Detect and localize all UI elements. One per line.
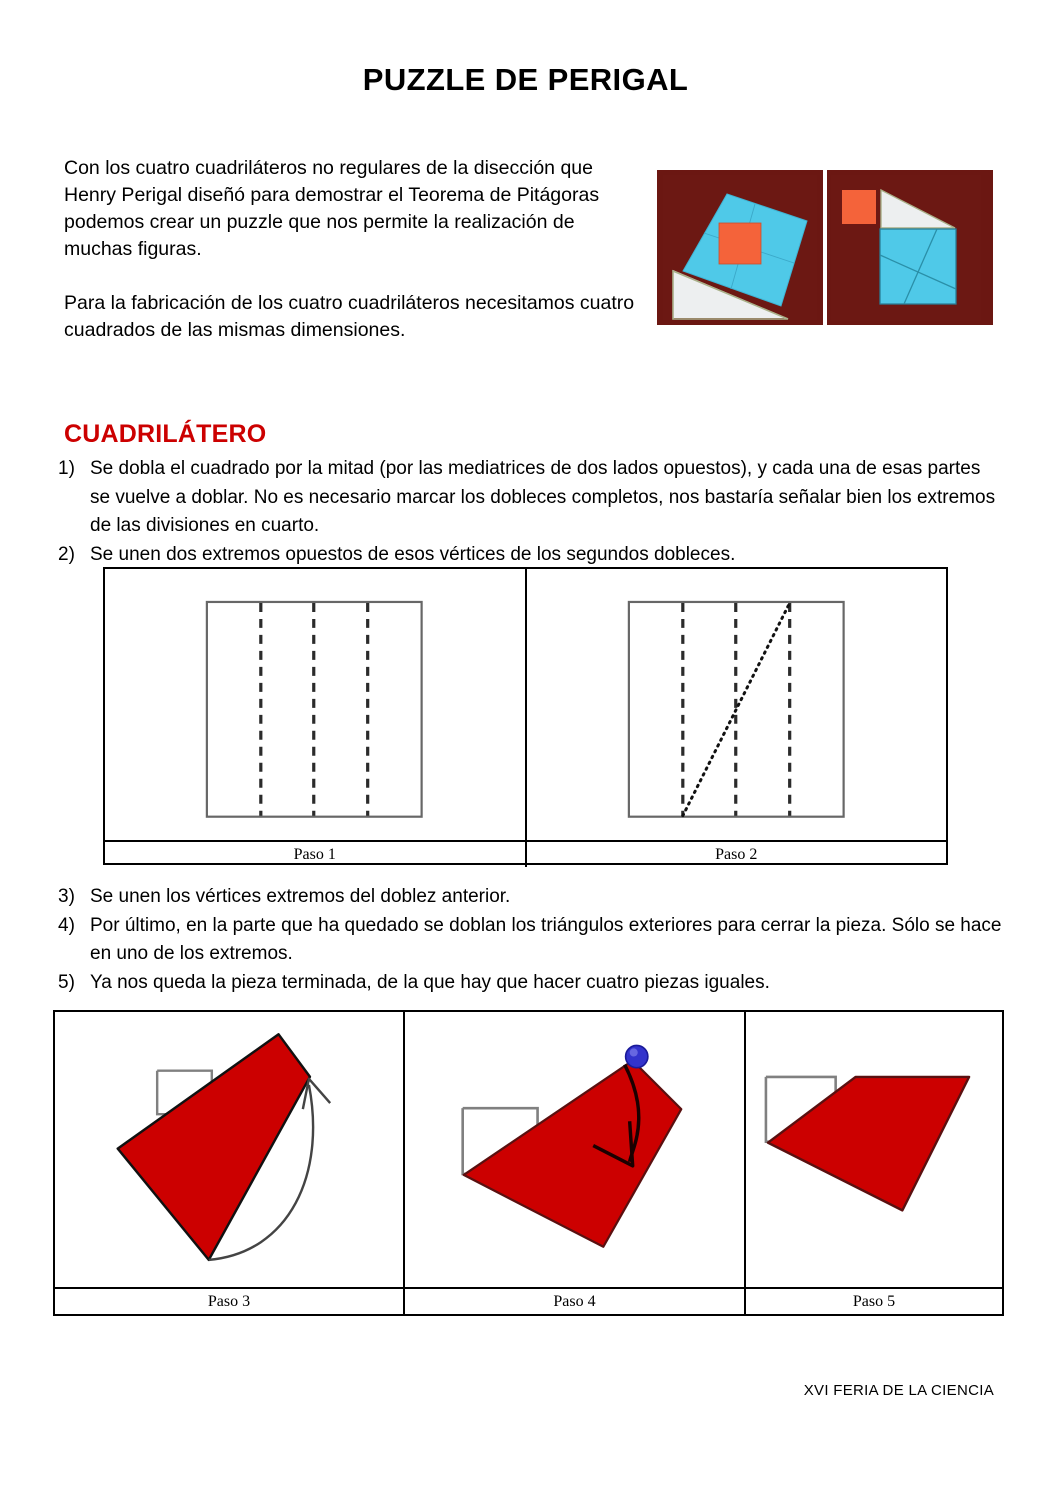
list-item	[54, 455, 1004, 541]
figure-caption: Paso 3	[207, 1293, 251, 1311]
list-text: Ya nos queda la pieza terminada, de la que hay que hacer cuatro piezas iguales.	[90, 971, 770, 993]
list-marker: 3)	[58, 886, 75, 907]
list-text: Se dobla el cuadrado por la mitad (por las mediatrices de dos lados opuestos), y cada una de esas partes se vuelve a doblar. No es necesario marcar los dobleces completos, nos bastaría señalar bien los extremos de las divisiones en cuarto.	[90, 458, 996, 536]
list-marker: 4)	[58, 914, 75, 936]
list-text: Se unen los vértices extremos del doblez anterior.	[90, 886, 511, 907]
steps-list-a	[54, 455, 1004, 569]
figure-cell-paso-3	[55, 1012, 403, 1287]
figure-cell-paso-2	[525, 569, 947, 840]
figure-row	[105, 569, 946, 840]
list-item	[54, 541, 1004, 570]
intro-paragraph-2: Para la fabricación de los cuatro cuadriláteros necesitamos cuatro cuadrados de las mismas dimensiones.	[64, 292, 635, 341]
footer-text: XVI FERIA DE LA CIENCIA	[803, 1382, 994, 1399]
list-item	[54, 883, 1004, 912]
intro-text-block	[64, 155, 644, 344]
figure-caption: Paso 1	[293, 845, 336, 863]
perigal-dissection-photo-1	[657, 170, 823, 325]
list-item	[54, 912, 1004, 969]
list-item	[54, 969, 1004, 998]
figure-caption: Paso 4	[403, 1289, 744, 1314]
photo-strip	[657, 170, 994, 325]
figure-cell-paso-5	[744, 1012, 1002, 1287]
figure-cell-paso-4	[403, 1012, 744, 1287]
page-title: PUZZLE DE PERIGAL	[362, 62, 689, 97]
perigal-dissection-photo-2	[827, 170, 993, 325]
steps-list-b	[54, 883, 1004, 997]
figure-caption-row	[105, 840, 946, 867]
figure-caption-row	[55, 1287, 1002, 1314]
list-marker: 1)	[58, 458, 75, 479]
list-marker: 2)	[58, 543, 75, 565]
intro-paragraph-1: Con los cuatro cuadriláteros no regulares de la disección que Henry Perigal diseñó para demostrar el Teorema de Pitágoras podemos crear un puzzle que nos permite la realización de muchas figuras.	[64, 157, 600, 260]
figure-caption: Paso 5	[744, 1289, 1002, 1314]
list-marker: 5)	[58, 971, 75, 993]
list-text: Por último, en la parte que ha quedado se doblan los triángulos exteriores para cerrar la pieza. Sólo se hace en uno de los extremos.	[90, 914, 1002, 964]
figure-table-steps-3-5	[53, 1010, 1004, 1316]
figure-table-steps-1-2	[103, 567, 948, 865]
figure-row	[55, 1012, 1002, 1287]
figure-caption: Paso 2	[525, 842, 947, 867]
section-heading-cuadrilatero: CUADRILÁTERO	[64, 420, 267, 448]
figure-cell-paso-1	[105, 569, 525, 840]
list-text: Se unen dos extremos opuestos de esos vértices de los segundos dobleces.	[90, 543, 736, 565]
